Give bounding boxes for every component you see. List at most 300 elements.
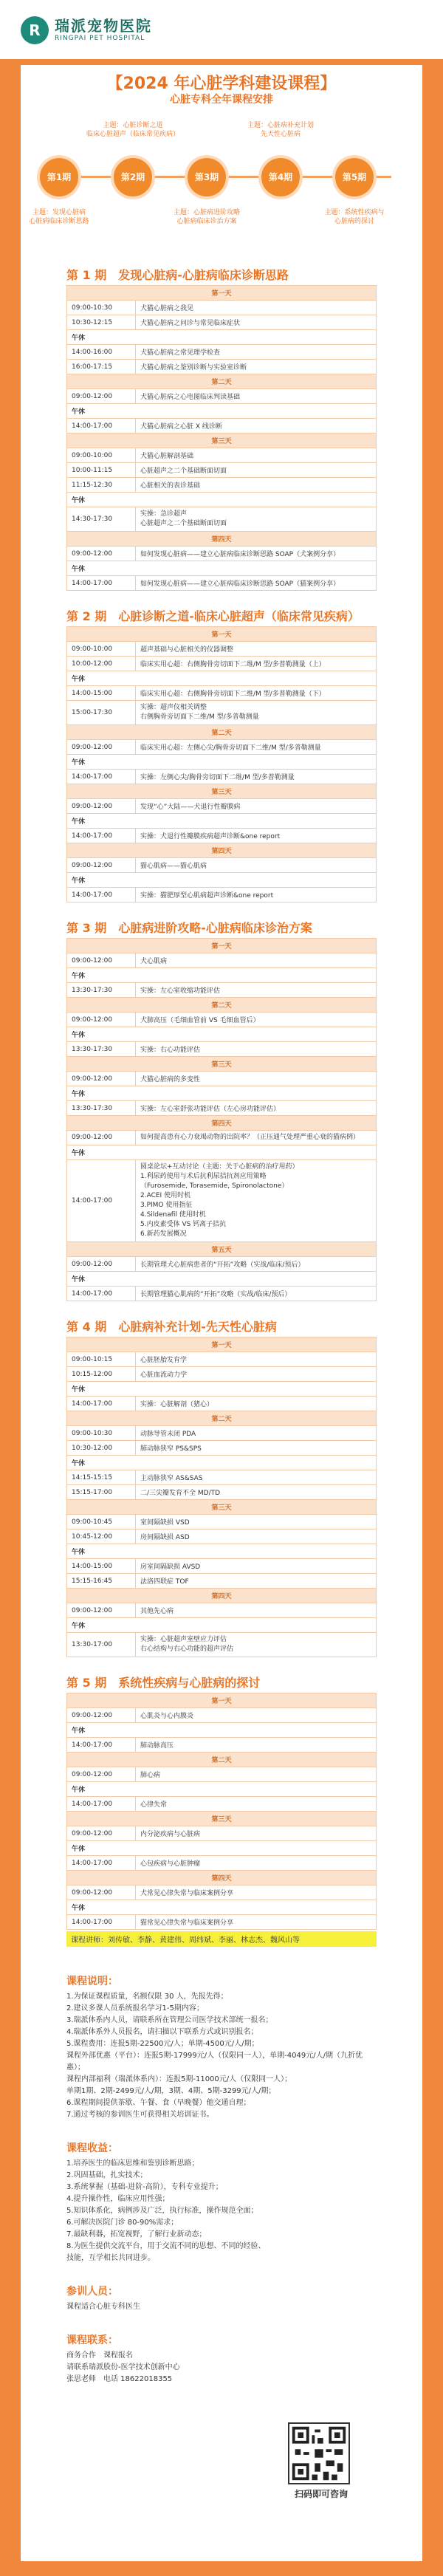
course-gains-heading: 课程收益： <box>66 2142 118 2154</box>
day-header-row <box>67 1812 377 1826</box>
table-row <box>67 657 377 671</box>
day-label: 第一天 <box>67 1693 377 1708</box>
day-label: 第一天 <box>67 939 377 953</box>
course-note-item: 3.瑞派体系内人员，请联系所在管理公司医学技术部统一报名； <box>66 2016 273 2024</box>
session-topic: 犬猫心脏病之心电图临床判读基础 <box>136 389 377 404</box>
session-time: 14:00-17:00 <box>67 829 136 843</box>
session-time: 09:00-12:00 <box>67 799 136 814</box>
session-time: 14:00-17:00 <box>67 888 136 902</box>
day-header-row <box>67 843 377 858</box>
day-label: 第二天 <box>67 374 377 389</box>
day-header-row <box>67 1411 377 1426</box>
table-row <box>67 1708 377 1723</box>
timeline-node-1: 第1期 <box>37 155 81 199</box>
session-time: 13:30-17:30 <box>67 1101 136 1116</box>
table-row <box>67 1072 377 1086</box>
session-topic: 心脏相关的表诊基础 <box>136 478 377 493</box>
lunch-row <box>67 1618 377 1633</box>
table-row <box>67 547 377 561</box>
table-row <box>67 576 377 591</box>
session-time: 09:00-12:00 <box>67 953 136 968</box>
session-time: 14:00-17:00 <box>67 419 136 434</box>
session-time: 14:00-17:00 <box>67 1915 136 1930</box>
day-header-row <box>67 998 377 1013</box>
table-row <box>67 1131 377 1145</box>
lunch-row <box>67 1841 377 1856</box>
schedule-table-2 <box>66 626 377 902</box>
course-gain-item: 2.巩固基础，扎实技术； <box>66 2171 148 2179</box>
session-topic: 心律失常 <box>136 1797 377 1812</box>
course-timeline <box>29 111 406 251</box>
lunch-row <box>67 671 377 686</box>
session-topic: 临床实用心超：右侧胸骨旁切面下二维/M 型/多普勒测量（上） <box>136 657 377 671</box>
table-row <box>67 389 377 404</box>
day-header-row <box>67 939 377 953</box>
timeline-text-2: 主题：心脏诊断之道 临床心脏超声（临床常见疾病） <box>86 122 179 138</box>
session-time: 14:00-17:00 <box>67 1856 136 1871</box>
table-row <box>67 701 377 725</box>
session-topic: 如何提高患有心力衰竭动物的出院率？（正压通气处理严重心衰的猫病例） <box>136 1131 377 1145</box>
session-topic: 实操：猫肥厚型心肌病超声诊断&one report <box>136 888 377 902</box>
course-gain-item: 技能，互学相长共同进步。 <box>66 2254 155 2262</box>
course-gain-item: 8.为医生提供交流平台，用于交流不同的思想、不同的经验、 <box>66 2242 266 2250</box>
session-topic: 犬猫心脏解剖基础 <box>136 448 377 463</box>
course-notes-heading: 课程说明： <box>66 1976 118 1987</box>
lunch-label: 午休 <box>67 814 377 829</box>
table-row <box>67 1767 377 1782</box>
lunch-label: 午休 <box>67 968 377 983</box>
day-header-row <box>67 1500 377 1515</box>
session-time: 15:00-17:30 <box>67 701 136 725</box>
table-row <box>67 740 377 755</box>
timeline-text-1: 主题：发现心脏病 心脏病临床诊断思路 <box>29 209 89 225</box>
course-gain-item: 1.培养医生的临床思维和鉴别诊断思路； <box>66 2159 199 2168</box>
day-label: 第四天 <box>67 1871 377 1885</box>
table-row <box>67 1738 377 1753</box>
day-label: 第四天 <box>67 532 377 547</box>
session-time: 14:00-17:00 <box>67 1287 136 1301</box>
session-time: 09:00-12:00 <box>67 1767 136 1782</box>
table-row <box>67 1603 377 1618</box>
day-header-row <box>67 532 377 547</box>
session-time: 14:00-17:00 <box>67 1397 136 1411</box>
lunch-row <box>67 814 377 829</box>
session-time: 14:00-16:00 <box>67 345 136 360</box>
table-row <box>67 463 377 478</box>
schedule-table-4 <box>66 1337 377 1657</box>
section-title-5: 第 5 期 系统性疾病与心脏病的探讨 <box>66 1676 261 1690</box>
session-time: 09:00-10:30 <box>67 301 136 315</box>
session-topic: 实操：超声仪相关调整 右侧胸骨旁切面下二维/M 型/多普勒测量 <box>136 701 377 725</box>
day-label: 第一天 <box>67 627 377 642</box>
session-topic: 犬猫心脏病之问诊与常见临床症状 <box>136 315 377 330</box>
session-time: 09:00-10:00 <box>67 448 136 463</box>
session-time: 10:45-12:00 <box>67 1530 136 1544</box>
course-gain-item: 3.系统掌握（基础-进阶-高阶），专科专业提升； <box>66 2183 223 2191</box>
lunch-label: 午休 <box>67 1782 377 1797</box>
session-time: 09:00-12:00 <box>67 1826 136 1841</box>
session-topic: 肺动脉高压 <box>136 1738 377 1753</box>
timeline-node-5: 第5期 <box>332 155 377 199</box>
course-gain-item: 7.最缺利器，拓宽视野，了解行业新动态； <box>66 2230 207 2238</box>
day-header-row <box>67 286 377 301</box>
session-time: 09:00-12:00 <box>67 858 136 873</box>
lunch-label: 午休 <box>67 873 377 888</box>
session-topic: 犬常见心律失常与临床案例分享 <box>136 1885 377 1900</box>
session-time: 14:00-17:00 <box>67 576 136 591</box>
course-notes-list <box>66 1991 377 2121</box>
table-row <box>67 1633 377 1657</box>
target-heading: 参训人员： <box>66 2286 118 2298</box>
table-row <box>67 1287 377 1301</box>
table-row <box>67 1160 377 1242</box>
day-header-row <box>67 1337 377 1352</box>
section-title-1: 第 1 期 发现心脏病-心脏病临床诊断思路 <box>66 268 289 282</box>
session-topic: 长期管理猫心肌病的“开拓”攻略（实战/临床/预后） <box>136 1287 377 1301</box>
lunch-label: 午休 <box>67 1841 377 1856</box>
lunch-row <box>67 1900 377 1915</box>
day-header-row <box>67 374 377 389</box>
section-title-4: 第 4 期 心脏病补充计划-先天性心脏病 <box>66 1320 277 1334</box>
session-topic: 心脏胚胎发育学 <box>136 1352 377 1367</box>
session-topic: 实操：左侧心尖/胸骨旁切面下二维/M 型/多普勒测量 <box>136 770 377 784</box>
session-topic: 实操：左心室收缩功能评估 <box>136 983 377 998</box>
session-time: 14:00-15:00 <box>67 686 136 701</box>
session-topic: 二/三尖瓣发育不全 MD/TD <box>136 1485 377 1500</box>
session-time: 10:30-12:15 <box>67 315 136 330</box>
lunch-label: 午休 <box>67 1145 377 1160</box>
session-topic: 心脏血流动力学 <box>136 1367 377 1382</box>
lunch-label: 午休 <box>67 404 377 419</box>
page-subtitle: 心脏专科全年课程安排 <box>170 94 273 106</box>
course-note-item: 4.瑞派体系外人员报名，请扫描以下联系方式或识别报名； <box>66 2028 258 2036</box>
table-row <box>67 858 377 873</box>
table-row <box>67 301 377 315</box>
lunch-label: 午休 <box>67 1456 377 1470</box>
table-row <box>67 1885 377 1900</box>
qr-caption: 扫码即可咨询 <box>294 2489 348 2499</box>
table-row <box>67 1013 377 1027</box>
logo-name-en: RINGPAI PET HOSPITAL <box>55 35 145 42</box>
day-label: 第一天 <box>67 1337 377 1352</box>
lunch-row <box>67 968 377 983</box>
day-label: 第五天 <box>67 1242 377 1257</box>
day-header-row <box>67 1242 377 1257</box>
session-topic: 如何发现心脏病——建立心脏病临床诊断思路 SOAP（犬案例分享） <box>136 547 377 561</box>
lunch-label: 午休 <box>67 1723 377 1738</box>
session-time: 09:00-12:00 <box>67 547 136 561</box>
table-row <box>67 1101 377 1116</box>
session-time: 14:00-17:00 <box>67 1160 136 1242</box>
session-topic: 实操：心脏解剖（猪心） <box>136 1397 377 1411</box>
table-row <box>67 448 377 463</box>
course-note-item: 课程内部福利（瑞派体系内）：连报5期-11000元/人（仅限同一人）； <box>66 2075 292 2083</box>
day-label: 第一天 <box>67 286 377 301</box>
table-row <box>67 1352 377 1367</box>
contact-heading: 课程联系： <box>66 2334 118 2346</box>
contact-item: 商务合作 课程报名 <box>66 2351 133 2360</box>
course-note-item: 1.为保证课程质量，名额仅限 30 人，先报先得； <box>66 1993 228 2001</box>
lecturers-bar: 课程讲师：刘传敏、李静、黄建伟、周纬斌、李丽、林志杰、魏风山等 <box>66 1931 377 1947</box>
session-time: 09:00-10:30 <box>67 1426 136 1441</box>
table-row <box>67 953 377 968</box>
table-row <box>67 360 377 374</box>
day-header-row <box>67 1057 377 1072</box>
course-note-item: 2.建议多课人员系统报名学习1-5期内容； <box>66 2004 204 2012</box>
lunch-label: 午休 <box>67 1618 377 1633</box>
table-row <box>67 1470 377 1485</box>
lunch-label: 午休 <box>67 1086 377 1101</box>
session-time: 13:30-17:30 <box>67 983 136 998</box>
session-time: 10:00-12:00 <box>67 657 136 671</box>
table-row <box>67 1485 377 1500</box>
timeline-text-3: 主题：心脏病进阶攻略 心脏病临床诊治方案 <box>173 209 240 225</box>
session-topic: 实操：右心功能评估 <box>136 1042 377 1057</box>
session-topic: 实操：急诊超声 心脏超声之二个基础断面切面 <box>136 507 377 532</box>
session-topic: 犬猫心脏病之鉴别诊断与实验室诊断 <box>136 360 377 374</box>
session-time: 09:00-12:00 <box>67 1708 136 1723</box>
timeline-node-3: 第3期 <box>185 155 229 199</box>
table-row <box>67 1042 377 1057</box>
timeline-node-4: 第4期 <box>258 155 303 199</box>
session-topic: 犬猫心脏病之常见理学检查 <box>136 345 377 360</box>
logo-name-cn: 瑞派宠物医院 <box>55 17 152 35</box>
session-topic: 超声基础与心脏相关的仪器调整 <box>136 642 377 657</box>
day-header-row <box>67 1116 377 1131</box>
session-time: 14:30-17:30 <box>67 507 136 532</box>
header-bar <box>0 0 443 59</box>
session-topic: 房室间隔缺损 AVSD <box>136 1559 377 1574</box>
session-topic: 实操：犬退行性瓣膜疾病超声诊断&one report <box>136 829 377 843</box>
session-topic: 猫常见心律失常与临床案例分享 <box>136 1915 377 1930</box>
session-topic: 临床实用心超：右侧胸骨旁切面下二维/M 型/多普勒测量（下） <box>136 686 377 701</box>
table-row <box>67 799 377 814</box>
session-topic: 心包疾病与心脏肿瘤 <box>136 1856 377 1871</box>
day-header-row <box>67 1589 377 1603</box>
day-label: 第三天 <box>67 1812 377 1826</box>
session-time: 13:30-17:30 <box>67 1042 136 1057</box>
session-topic: 室间隔缺损 VSD <box>136 1515 377 1530</box>
session-topic: 犬猫心脏病之我见 <box>136 301 377 315</box>
session-time: 13:30-17:00 <box>67 1633 136 1657</box>
day-label: 第四天 <box>67 1589 377 1603</box>
course-note-item: 单期1期、2期-2499元/人/期，3期、4期、5期-3299元/人/期； <box>66 2087 276 2095</box>
day-label: 第二天 <box>67 1753 377 1767</box>
day-label: 第二天 <box>67 998 377 1013</box>
day-label: 第三天 <box>67 1057 377 1072</box>
course-note-item: 7.通过考核的参训医生可获得相关培训证书。 <box>66 2111 214 2119</box>
lunch-label: 午休 <box>67 1900 377 1915</box>
lunch-row <box>67 1723 377 1738</box>
lunch-row <box>67 1782 377 1797</box>
session-topic: 犬猫心脏病之心脏 X 线诊断 <box>136 419 377 434</box>
day-header-row <box>67 1871 377 1885</box>
table-row <box>67 1559 377 1574</box>
day-label: 第二天 <box>67 1411 377 1426</box>
day-label: 第四天 <box>67 1116 377 1131</box>
course-gain-item: 5.知识体系化，病例涉及广泛，执行标准，操作规范全面； <box>66 2207 258 2215</box>
lunch-row <box>67 1272 377 1287</box>
lunch-row <box>67 1456 377 1470</box>
table-row <box>67 1915 377 1930</box>
table-row <box>67 345 377 360</box>
lunch-label: 午休 <box>67 1272 377 1287</box>
table-row <box>67 642 377 657</box>
logo <box>21 16 152 44</box>
session-time: 10:00-11:15 <box>67 463 136 478</box>
table-row <box>67 983 377 998</box>
session-topic: 肺心病 <box>136 1767 377 1782</box>
table-row <box>67 888 377 902</box>
day-label: 第三天 <box>67 434 377 448</box>
day-header-row <box>67 434 377 448</box>
table-row <box>67 419 377 434</box>
course-gains-list <box>66 2158 377 2264</box>
session-time: 09:00-10:15 <box>67 1352 136 1367</box>
session-time: 16:00-17:15 <box>67 360 136 374</box>
day-header-row <box>67 627 377 642</box>
session-time: 14:00-17:00 <box>67 1797 136 1812</box>
session-time: 11:15-12:30 <box>67 478 136 493</box>
day-header-row <box>67 784 377 799</box>
lunch-row <box>67 404 377 419</box>
session-time: 09:00-12:00 <box>67 1013 136 1027</box>
session-topic: 圆桌论坛+互动讨论（主题：关于心脏病的治疗用药） 1.利尿药使用与术后抗利尿拮抗剂应用策略 （Furosemide, Torasemide, Spironolactone） 2.ACEI 使用时机 3.PIMO 使用指征 4.Sildenafil 使用时机 5.内皮素受体 VS 钙离子拮抗 6.新药发展概况 <box>136 1160 377 1242</box>
table-row <box>67 1797 377 1812</box>
target-text: 课程适合心脏专科医生 <box>66 2303 140 2311</box>
section-title-3: 第 3 期 心脏病进阶攻略-心脏病临床诊治方案 <box>66 921 312 935</box>
session-time: 09:00-12:00 <box>67 1885 136 1900</box>
session-topic: 主动脉狭窄 AS&SAS <box>136 1470 377 1485</box>
lunch-row <box>67 873 377 888</box>
lunch-row <box>67 755 377 770</box>
session-time: 14:00-17:00 <box>67 770 136 784</box>
lunch-label: 午休 <box>67 671 377 686</box>
session-topic: 心脏超声之二个基础断面切面 <box>136 463 377 478</box>
session-topic: 长期管理犬心脏病患者的“开拓”攻略（实战/临床/预后） <box>136 1257 377 1272</box>
section-title-2: 第 2 期 心脏诊断之道-临床心脏超声（临床常见疾病） <box>66 609 360 623</box>
lunch-label: 午休 <box>67 755 377 770</box>
table-row <box>67 1441 377 1456</box>
table-row <box>67 829 377 843</box>
contact-item: 请联系瑞派股份-医学技术创新中心 <box>66 2363 180 2371</box>
table-row <box>67 507 377 532</box>
course-note-item: 6.课程期间提供茶歇、午餐、食（早晚餐）他交通自理； <box>66 2099 251 2107</box>
qr-code-icon[interactable] <box>288 2422 350 2484</box>
contact-list <box>66 2350 377 2385</box>
day-header-row <box>67 725 377 740</box>
session-topic: 内分泌疾病与心脏病 <box>136 1826 377 1841</box>
table-row <box>67 1367 377 1382</box>
lunch-label: 午休 <box>67 561 377 576</box>
session-topic: 其他先心病 <box>136 1603 377 1618</box>
table-row <box>67 770 377 784</box>
lunch-row <box>67 1145 377 1160</box>
table-row <box>67 1826 377 1841</box>
session-time: 14:15-15:15 <box>67 1470 136 1485</box>
session-time: 15:15-16:45 <box>67 1574 136 1589</box>
session-time: 10:30-12:00 <box>67 1441 136 1456</box>
schedule-table-5 <box>66 1693 377 1930</box>
lunch-row <box>67 330 377 345</box>
contact-item: 张思老师 电话 18622018355 <box>66 2375 173 2383</box>
session-topic: 猫心肌病——猫心肌病 <box>136 858 377 873</box>
session-topic: 实操：左心室舒张功能评估（左心房功能评估） <box>136 1101 377 1116</box>
session-time: 09:00-10:45 <box>67 1515 136 1530</box>
session-time: 09:00-12:00 <box>67 740 136 755</box>
session-topic: 房间隔缺损 ASD <box>136 1530 377 1544</box>
table-row <box>67 1397 377 1411</box>
lunch-label: 午休 <box>67 1027 377 1042</box>
day-label: 第三天 <box>67 784 377 799</box>
lunch-label: 午休 <box>67 493 377 507</box>
session-topic: 心肌炎与心内膜炎 <box>136 1708 377 1723</box>
schedule-table-3 <box>66 938 377 1301</box>
course-gain-item: 4.提升操作性，临床应用性强； <box>66 2195 170 2203</box>
table-row <box>67 1856 377 1871</box>
course-note-item: 5.课程费用：连报5期-22500元/人；单期-4500元/人/期； <box>66 2040 259 2048</box>
session-time: 09:00-12:00 <box>67 1603 136 1618</box>
timeline-text-5: 主题：系统性疾病与 心脏病的探讨 <box>324 209 385 225</box>
session-topic: 实操：心脏超声室壁应力评估 右心结构与右心功能的超声评估 <box>136 1633 377 1657</box>
lunch-row <box>67 1544 377 1559</box>
lunch-row <box>67 493 377 507</box>
session-topic: 发现“心”大陆——犬退行性瓣膜病 <box>136 799 377 814</box>
session-time: 09:00-12:00 <box>67 1257 136 1272</box>
session-time: 09:00-12:00 <box>67 389 136 404</box>
session-topic: 法洛四联症 TOF <box>136 1574 377 1589</box>
day-label: 第四天 <box>67 843 377 858</box>
session-time: 14:00-17:00 <box>67 1738 136 1753</box>
session-time: 09:00-10:00 <box>67 642 136 657</box>
page-title: 【2024 年心脏学科建设课程】 <box>106 75 337 93</box>
table-row <box>67 1530 377 1544</box>
session-topic: 动脉导管未闭 PDA <box>136 1426 377 1441</box>
lunch-row <box>67 1382 377 1397</box>
lunch-label: 午休 <box>67 330 377 345</box>
lunch-row <box>67 1086 377 1101</box>
table-row <box>67 478 377 493</box>
timeline-text-4: 主题：心脏病补充计划 先天性心脏病 <box>247 122 314 138</box>
table-row <box>67 1257 377 1272</box>
lunch-row <box>67 1027 377 1042</box>
schedule-table-1 <box>66 285 377 591</box>
session-topic: 犬肺高压（毛细血管前 VS 毛细血管后） <box>136 1013 377 1027</box>
day-label: 第二天 <box>67 725 377 740</box>
day-header-row <box>67 1753 377 1767</box>
session-topic: 犬心肌病 <box>136 953 377 968</box>
session-time: 09:00-12:00 <box>67 1131 136 1145</box>
table-row <box>67 315 377 330</box>
day-label: 第三天 <box>67 1500 377 1515</box>
table-row <box>67 1426 377 1441</box>
session-time: 09:00-12:00 <box>67 1072 136 1086</box>
table-row <box>67 1574 377 1589</box>
session-time: 14:00-15:00 <box>67 1559 136 1574</box>
lunch-row <box>67 561 377 576</box>
timeline-node-2: 第2期 <box>111 155 155 199</box>
lunch-label: 午休 <box>67 1382 377 1397</box>
session-topic: 如何发现心脏病——建立心脏病临床诊断思路 SOAP（猫案例分享） <box>136 576 377 591</box>
table-row <box>67 686 377 701</box>
session-time: 15:15-17:00 <box>67 1485 136 1500</box>
lunch-label: 午休 <box>67 1544 377 1559</box>
day-header-row <box>67 1693 377 1708</box>
session-topic: 肺动脉狭窄 PS&SPS <box>136 1441 377 1456</box>
course-note-item: 课程外部优惠（平台）：连报5期-17999元/人（仅限同一人），单期-4049元/人/期（九折优惠）； <box>66 2052 363 2072</box>
logo-icon: R <box>21 16 49 44</box>
session-topic: 临床实用心超：左侧心尖/胸骨旁切面下二维/M 型/多普勒测量 <box>136 740 377 755</box>
